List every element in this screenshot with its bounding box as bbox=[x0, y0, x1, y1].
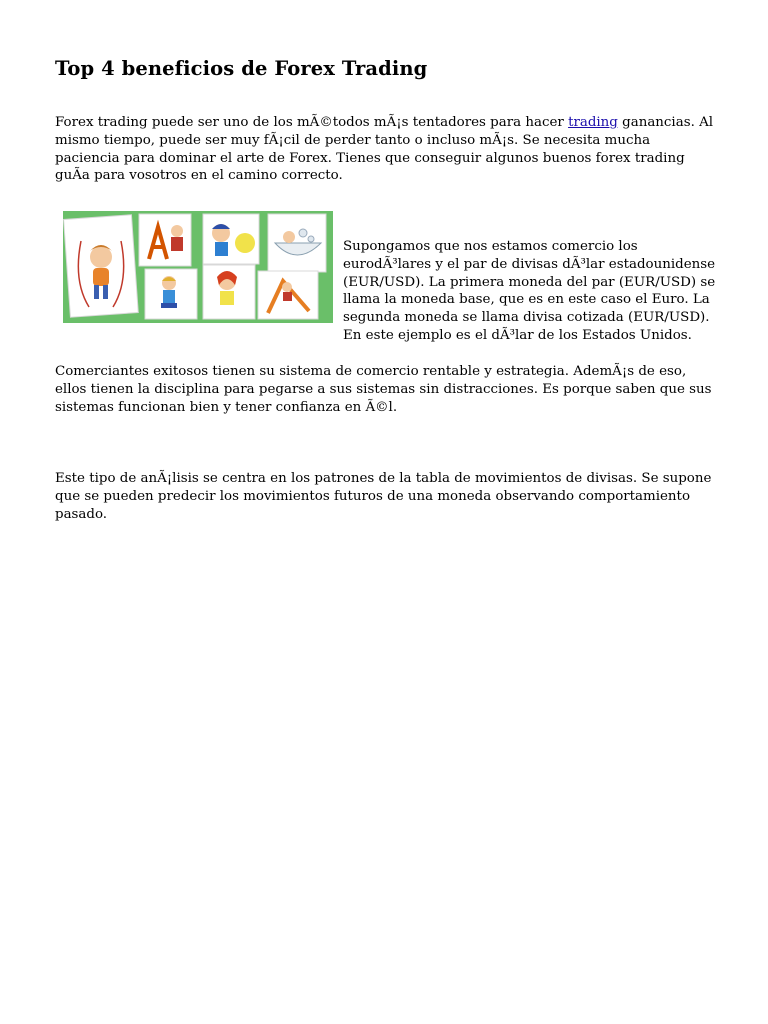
intro-text-after: ganancias. Al mismo tiempo, puede ser muy fÃ¡cil de perder tanto o incluso mÃ¡s. Se necesita mucha paciencia para dominar el arte de Forex. Tienes que conseguir algunos buenos forex trading guÃa para vosotros en el camino correcto. bbox=[55, 115, 714, 184]
intro-paragraph bbox=[55, 114, 715, 185]
currency-pair-paragraph: Supongamos que nos estamos comercio los eurodÃ³lares y el par de divisas dÃ³lar estadounidense (EUR/USD). La primera moneda del par (EUR/USD) se llama la moneda base, que es en este caso el Euro. La segunda moneda se llama divisa cotizada (EUR/USD). En este ejemplo es el dÃ³lar de los Estados Unidos. bbox=[343, 239, 716, 343]
intro-text-before: Forex trading puede ser uno de los mÃ©todos mÃ¡s tentadores para hacer bbox=[55, 115, 569, 130]
children-illustration bbox=[63, 211, 333, 323]
traders-paragraph: Comerciantes exitosos tienen su sistema de comercio rentable y estrategia. AdemÃ¡s de eso, ellos tienen la disciplina para pegarse a sus sistemas sin distracciones. Es porque saben que sus sistemas funcionan bien y tener confianza en Ã©l. bbox=[55, 364, 712, 415]
page-title: Top 4 beneficios de Forex Trading bbox=[55, 57, 428, 80]
analysis-paragraph: Este tipo de anÃ¡lisis se centra en los patrones de la tabla de movimientos de divisas. Se supone que se pueden predecir los movimientos futuros de una moneda observando comportamiento pasado. bbox=[55, 471, 712, 522]
trading-link[interactable]: trading bbox=[568, 115, 618, 130]
